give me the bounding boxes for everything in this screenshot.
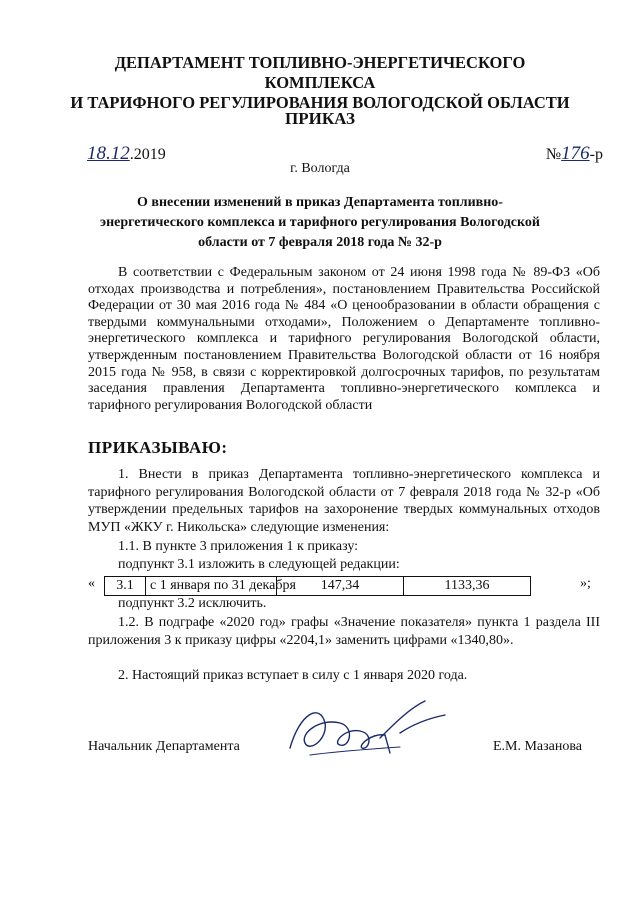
item-1-paragraph: 1. Внести в приказ Департамента топливно-энергетического комплекса и тарифного регулирования Вологодской области от 7 февраля 2018 года № 32-р «Об утверждении предельных тарифов на захоронение твердых коммунальных отходов МУП «ЖКУ г. Никольска» следующие изменения: bbox=[88, 467, 600, 535]
date-handwritten: 18.12 bbox=[87, 143, 130, 164]
number-suffix: -р bbox=[589, 146, 603, 163]
table-cell-number: 3.1 bbox=[105, 577, 146, 595]
item-1-2-paragraph: 1.2. В подграфе «2020 год» графы «Значение показателя» пункта 1 раздела III приложения 3 к приказу цифры «2204,1» заменить цифрами «1340,80». bbox=[88, 615, 600, 648]
department-line-2: И ТАРИФНОГО РЕГУЛИРОВАНИЯ ВОЛОГОДСКОЙ ОБЛАСТИ bbox=[70, 93, 570, 112]
table-cell-tariff-2: 1133,36 bbox=[444, 578, 490, 593]
subject-line-3: области от 7 февраля 2018 года № 32-р bbox=[198, 235, 442, 250]
city: г. Вологда bbox=[290, 161, 350, 176]
tariff-table bbox=[104, 576, 531, 596]
subject-line-1: О внесении изменений в приказ Департамента топливно- bbox=[137, 195, 503, 210]
quote-close: »; bbox=[580, 576, 591, 591]
order-subject bbox=[95, 193, 545, 253]
order-directive: ПРИКАЗЫВАЮ: bbox=[88, 438, 228, 457]
department-line-1: ДЕПАРТАМЕНТ ТОПЛИВНО-ЭНЕРГЕТИЧЕСКОГО КОМПЛЕКСА bbox=[114, 53, 526, 92]
handwritten-signature bbox=[280, 693, 460, 773]
department-header bbox=[60, 53, 580, 113]
quote-open: « bbox=[88, 576, 95, 591]
date-year: .2019 bbox=[129, 146, 166, 163]
table-cell-period: с 1 января по 31 декабря bbox=[146, 577, 277, 595]
signatory-name: Е.М. Мазанова bbox=[492, 739, 582, 754]
number-prefix: № bbox=[545, 146, 562, 163]
tariff-table-row bbox=[88, 571, 618, 597]
subject-line-2: энергетического комплекса и тарифного регулирования Вологодской bbox=[100, 215, 540, 230]
number-handwritten: 176 bbox=[561, 143, 590, 164]
document-type: ПРИКАЗ bbox=[285, 109, 355, 128]
table-cell-tariff-1: 147,34 bbox=[277, 577, 404, 595]
item-1-1: 1.1. В пункте 3 приложения 1 к приказу: bbox=[118, 539, 359, 554]
item-1-1-subpoint-2: подпункт 3.2 исключить. bbox=[118, 596, 267, 611]
signatory-title: Начальник Департамента bbox=[88, 739, 240, 754]
item-2-paragraph: 2. Настоящий приказ вступает в силу с 1 января 2020 года. bbox=[118, 668, 468, 683]
preamble-paragraph: В соответствии с Федеральным законом от 24 июня 1998 года № 89-ФЗ «Об отходах производства и потребления», постановлением Правительства Российской Федерации от 30 мая 2016 года № 484 «О ценообразовании в области обращения с твердыми коммунальными отходами», Положением о Департаменте топливно-энергетического комплекса и тарифного регулирования Вологодской области, утвержденным постановлением Правительства Вологодской области от 16 ноября 2015 года № 958, в связи с корректировкой долгосрочных тарифов, по результатам заседания правления Департамента топливно-энергетического комплекса и тарифного регулирования Вологодской области bbox=[88, 265, 600, 413]
item-1-1-subpoint: подпункт 3.1 изложить в следующей редакции: bbox=[118, 557, 400, 572]
